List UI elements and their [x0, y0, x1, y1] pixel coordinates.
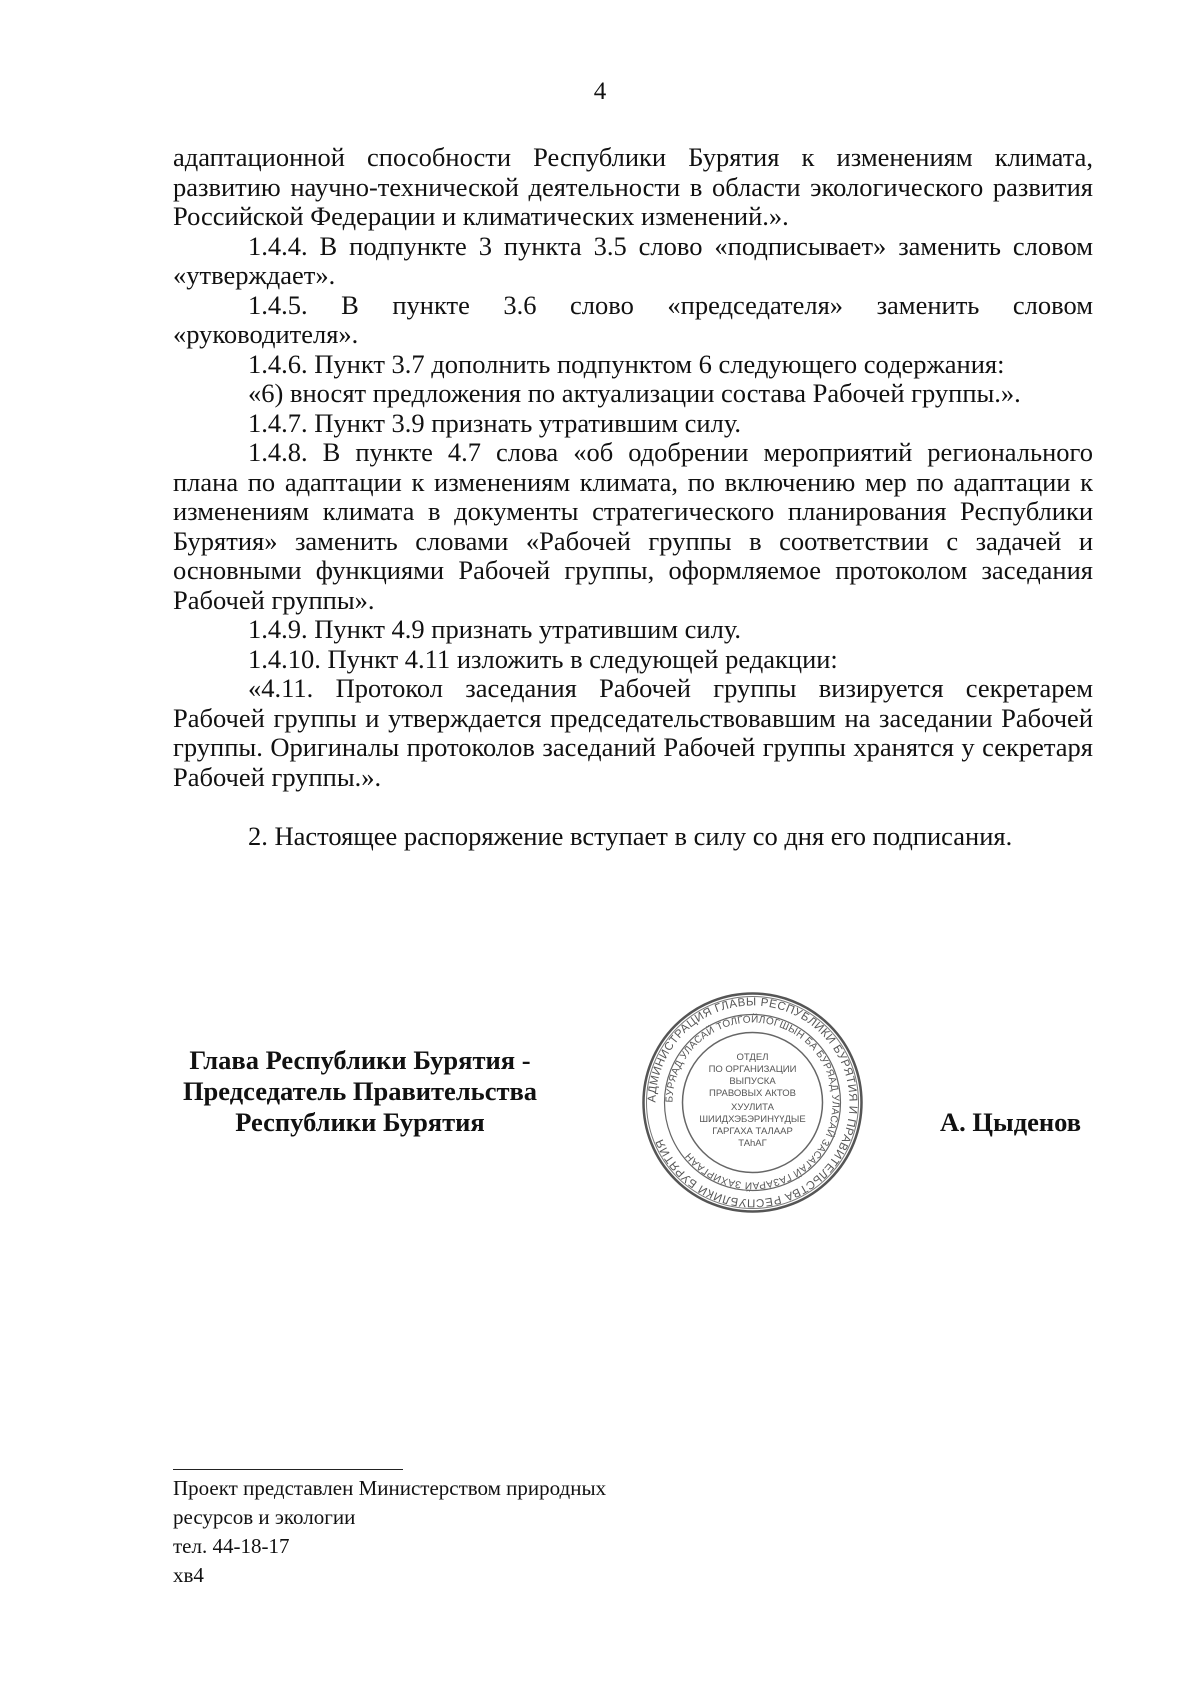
- stamp-center-line: ШИИДХЭБЭРИНҮҮДЫЕ: [699, 1114, 806, 1125]
- footnote-line: ресурсов и экологии: [173, 1505, 356, 1529]
- footnote-divider: [173, 1469, 403, 1470]
- footnote: [173, 1474, 606, 1590]
- signatory-title-line: Глава Республики Бурятия -: [189, 1045, 531, 1075]
- paragraph-1-4-7: 1.4.7. Пункт 3.9 признать утратившим силу.: [248, 407, 742, 438]
- signatory-title-line: Председатель Правительства: [182, 1076, 538, 1106]
- paragraph-1-4-6: 1.4.6. Пункт 3.7 дополнить подпунктом 6 следующего содержания:: [248, 348, 1005, 379]
- footnote-line: тел. 44-18-17: [173, 1534, 290, 1558]
- official-stamp: [640, 990, 865, 1215]
- paragraph-1-4-8: 1.4.8. В пункте 4.7 слова «об одобрении мероприятий регионального плана по адаптации к изменениям климата, по включению мер по адаптации к изменениям климата в документы стратегического планирования Республики Бурятия» заменить словами «Рабочей группы в соответствии с задачей и основными функциями Рабочей группы, оформляемое протоколом заседания Рабочей группы».: [173, 437, 1093, 615]
- stamp-center-line: ПО ОРГАНИЗАЦИИ: [708, 1064, 797, 1075]
- paragraph-1-4-5: 1.4.5. В пункте 3.6 слово «председателя» заменить словом «руководителя».: [173, 289, 1093, 349]
- footnote-line: Проект представлен Министерством природных: [173, 1476, 607, 1500]
- stamp-outer-text: АДМИНИСТРАЦИЯ ГЛАВЫ РЕСПУБЛИКИ БУРЯТИЯ И ПРАВИТЕЛЬСТВА РЕСПУБЛИКИ БУРЯТИЯ: [646, 996, 859, 1209]
- signatory-title: [150, 1045, 570, 1138]
- paragraph-2: 2. Настоящее распоряжение вступает в силу со дня его подписания.: [248, 821, 1013, 851]
- signatory-name: А. Цыденов: [940, 1107, 1082, 1137]
- document-body: [173, 143, 1093, 852]
- signatory-title-line: Республики Бурятия: [235, 1107, 485, 1137]
- paragraph-1-4-9: 1.4.9. Пункт 4.9 признать утратившим силу.: [248, 614, 742, 644]
- stamp-center-line: ПРАВОВЫХ АКТОВ: [709, 1088, 796, 1099]
- paragraph-quote-4-11: «4.11. Протокол заседания Рабочей группы визируется секретарем Рабочей группы и утверждается председательствовавшим на заседании Рабочей группы. Оригиналы протоколов заседаний Рабочей группы хранятся у секретаря Рабочей группы.».: [173, 673, 1093, 792]
- footnote-line: хв4: [173, 1563, 204, 1587]
- paragraph-1-4-10: 1.4.10. Пункт 4.11 изложить в следующей редакции:: [248, 643, 838, 674]
- stamp-center-line: ТАһАГ: [738, 1138, 767, 1149]
- stamp-center-line: ВЫПУСКА: [729, 1076, 776, 1087]
- paragraph-1-4-4: 1.4.4. В подпункте 3 пункта 3.5 слово «подписывает» заменить словом «утверждает».: [173, 230, 1093, 290]
- stamp-center-line: ХУУЛИТА: [731, 1102, 774, 1113]
- page-number: 4: [593, 78, 607, 105]
- stamp-center-line: ГАРГАХА ТАЛААР: [712, 1126, 793, 1137]
- paragraph-continuation: адаптационной способности Республики Бурятия к изменениям климата, развитию научно-технической деятельности в области экологического развития Российской Федерации и климатических изменений.».: [173, 142, 1093, 231]
- stamp-inner-text: БУРЯАД УЛАСАЙ ТОЛГОЙЛОГШЫН БА БУРЯАД УЛАСАЙ ЗАСАГАЙ ГАЗАРАЙ ЗАХИРГААН: [664, 1014, 841, 1191]
- stamp-center-line: ОТДЕЛ: [736, 1052, 769, 1063]
- paragraph-quote-6: «6) вносят предложения по актуализации состава Рабочей группы.».: [248, 378, 1021, 408]
